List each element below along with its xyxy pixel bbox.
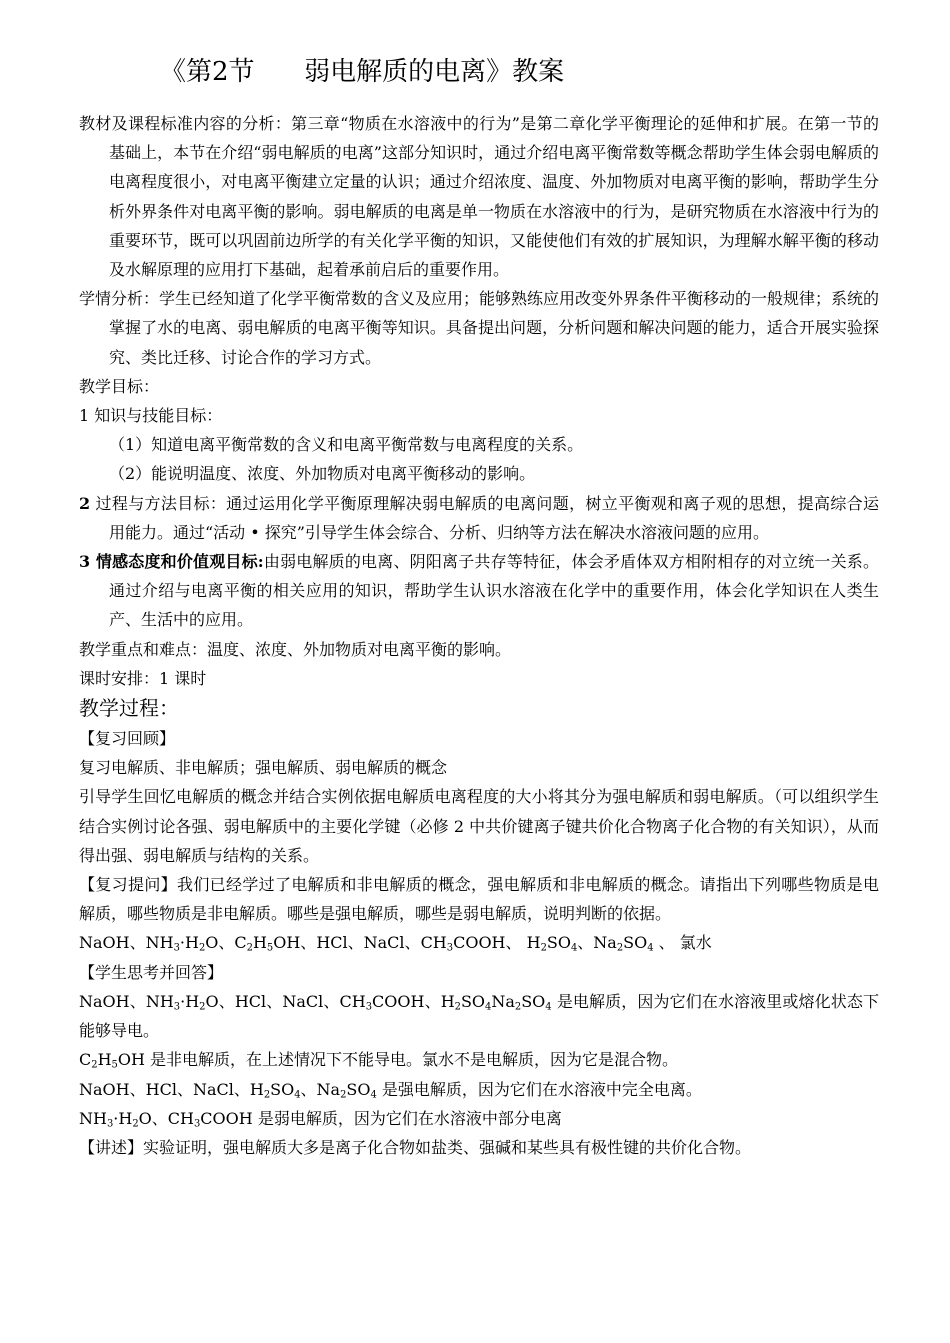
answer-text: 是非电解质，在上述情况下不能导电。氯水不是电解质，因为它是混合物。 [150, 1050, 679, 1070]
subscript: 5 [266, 942, 274, 954]
subscript: 4 [370, 1088, 377, 1100]
goal-3-text: 由弱电解质的电离、阴阳离子共存等特征，体会矛盾体双方相附相存的对立统一关系。通过介绍与电离平衡的相关应用的知识，帮助学生认识水溶液在化学中的重要作用，体会化学知识在人类生产、生活中的应用。 [109, 552, 879, 630]
subscript: 2 [514, 1001, 522, 1013]
subscript: 3 [173, 942, 180, 954]
answer-text: 是强电解质，因为它们在水溶液中完全电离。 [381, 1079, 702, 1099]
formula-hcl: HCl [145, 1079, 177, 1099]
lecture-paragraph [79, 1133, 879, 1162]
formula-na2so4 [491, 992, 551, 1011]
formula-h2so4 [441, 992, 492, 1011]
formula-part: SO [623, 933, 648, 953]
formula-hcl: HCl [316, 933, 348, 953]
answer-strong-electrolytes [79, 1075, 879, 1104]
key-points-line: 教学重点和难点：温度、浓度、外加物质对电离平衡的影响。 [79, 639, 512, 659]
subscript: 2 [246, 942, 253, 954]
formula-part: C [79, 1050, 92, 1070]
subscript: 3 [173, 1001, 181, 1013]
formula-h2so4 [250, 1080, 301, 1099]
goal-1-heading: 1 知识与技能目标： [79, 406, 223, 426]
separator: 、 [658, 933, 680, 953]
document-body [79, 109, 879, 1162]
chlorine-water: 氯水 [679, 933, 712, 953]
goal-3-paragraph [79, 547, 879, 635]
formula-naoh: NaOH [79, 933, 130, 953]
curriculum-analysis-paragraph: 教材及课程标准内容的分析：第三章“物质在水溶液中的行为”是第二章化学平衡理论的延伸和扩展。在第一节的基础上，本节在介绍“弱电解质的电离”这部分知识时，通过介绍电离平衡常数等概念帮助学生体会弱电解质的电离程度很小，对电离平衡建立定量的认识；通过介绍浓度、温度、外加物质对电离平衡的影响，帮助学生分析外界条件对电离平衡的影响。弱电解质的电离是单一物质在水溶液中的行为，是研究物质在水溶液中行为的重要环节，既可以巩固前边所学的有关化学平衡的知识，又能使他们有效的扩展知识，为理解水解平衡的移动及水解原理的应用打下基础，起着承前启后的重要作用。 [79, 114, 879, 280]
page-title: 《第2节 弱电解质的电离》教案 [160, 57, 565, 87]
separator: 、 [300, 933, 317, 953]
review-question-tag: 【复习提问】 [79, 875, 177, 895]
formula-part: COOH [453, 933, 506, 953]
separator: 、 [323, 991, 340, 1011]
subscript: 2 [540, 942, 547, 954]
formula-nacl: NaCl [363, 933, 405, 953]
formula-part: SO [270, 1079, 295, 1099]
goal-1-item-1: （1）知道电离平衡常数的含义和电离平衡常数与电离程度的关系。 [109, 435, 584, 455]
formula-part: O [205, 933, 219, 953]
review-question-text: 我们已经学过了电解质和非电解质的概念，强电解质和非电解质的概念。请指出下列哪些物质是电解质，哪些物质是非电解质。哪些是强电解质，哪些是弱电解质，说明判断的依据。 [79, 875, 879, 924]
separator: 、 [176, 1079, 193, 1099]
review-line: 复习电解质、非电解质；强电解质、弱电解质的概念 [79, 758, 448, 778]
formula-part: COOH [200, 1108, 253, 1128]
formula-part: H [185, 991, 200, 1011]
formula-ch3cooh [421, 933, 506, 952]
formula-part: OH [273, 933, 301, 953]
goal-3-label: 情感态度和价值观目标: [90, 552, 264, 572]
goal-2-number: 2 [79, 493, 91, 513]
separator: 、 [129, 1079, 146, 1099]
formula-part: H [184, 933, 199, 953]
separator: 、 [151, 1108, 168, 1128]
formula-part: Na [491, 991, 515, 1011]
subscript: 3 [446, 942, 454, 954]
separator: 、 [218, 933, 235, 953]
separator: 、 [347, 933, 364, 953]
formula-part: CH [339, 991, 366, 1011]
answer-electrolytes [79, 987, 879, 1045]
subscript: 2 [199, 1001, 206, 1013]
review-tag: 【复习回顾】 [79, 729, 176, 749]
formula-ch3cooh [168, 1109, 253, 1128]
formula-part: CH [420, 933, 447, 953]
formula-part: O [138, 1108, 152, 1128]
formula-part: C [234, 933, 247, 953]
formula-part: H [252, 933, 267, 953]
subscript: 4 [294, 1088, 301, 1100]
student-think-tag: 【学生思考并回答】 [79, 962, 224, 982]
formula-part: SO [546, 933, 571, 953]
subscript: 3 [106, 1118, 114, 1130]
formula-nh3-h2o [146, 992, 219, 1011]
formula-nh3-h2o [79, 1109, 152, 1128]
answer-text: 是电解质，因为它们在水溶液里或熔化状态下能够导电。 [79, 991, 879, 1041]
goal-2-text: 过程与方法目标：通过运用化学平衡原理解决弱电解质的电离问题，树立平衡观和离子观的思想，提高综合运用能力。通过“活动 • 探究”引导学生体会综合、分析、归纳等方法在解决水溶液问题的应用。 [90, 493, 879, 542]
separator: 、 [577, 933, 594, 953]
formula-part: Na [593, 933, 617, 953]
subscript: 2 [454, 1001, 461, 1013]
subscript: 5 [111, 1059, 118, 1071]
formula-ch3cooh [340, 992, 425, 1011]
formula-part: H [249, 1079, 264, 1099]
formula-part: · [180, 991, 186, 1011]
formula-h2so4 [527, 933, 578, 952]
formula-naoh: NaOH [79, 991, 130, 1011]
formula-part: · [179, 933, 185, 953]
teaching-process-heading: 教学过程： [79, 696, 179, 721]
review-question-paragraph [79, 870, 879, 928]
formula-na2so4 [593, 933, 653, 952]
subscript: 4 [647, 942, 654, 954]
teaching-goals-heading: 教学目标： [79, 376, 160, 396]
subscript: 2 [616, 942, 624, 954]
separator: 、 [129, 933, 146, 953]
subscript: 4 [570, 942, 578, 954]
subscript: 4 [485, 1001, 492, 1013]
subscript: 2 [263, 1088, 271, 1100]
subscript: 3 [193, 1118, 201, 1130]
goal-3-number: 3 [79, 552, 91, 572]
goal-2-paragraph [79, 489, 879, 547]
formula-naoh: NaOH [79, 1079, 130, 1099]
formula-part: H [440, 991, 455, 1011]
formula-na2so4 [317, 1080, 377, 1099]
separator: 、 [300, 1079, 317, 1099]
separator: 、 [218, 991, 235, 1011]
formula-part: NH [145, 933, 174, 953]
formula-hcl: HCl [234, 991, 267, 1011]
subscript: 2 [340, 1088, 347, 1100]
substance-list [79, 928, 879, 957]
formula-part: SO [346, 1079, 371, 1099]
lecture-text: 实验证明，强电解质大多是离子化合物如盐类、强碱和某些具有极性键的共价化合物。 [143, 1137, 752, 1157]
separator: 、 [424, 991, 441, 1011]
schedule-line: 课时安排：1 课时 [79, 668, 207, 688]
separator: 、 [505, 933, 527, 953]
review-paragraph: 引导学生回忆电解质的概念并结合实例依据电解质电离程度的大小将其分为强电解质和弱电解质。（可以组织学生结合实例讨论各强、弱电解质中的主要化学键（必修 2 中共价键离子键共价化合物离子化合物的有关知识），从而得出强、弱电解质与结构的关系。 [79, 787, 879, 865]
answer-text: 是弱电解质，因为它们在水溶液中部分电离 [257, 1108, 562, 1128]
formula-part: O [205, 991, 219, 1011]
formula-part: OH [117, 1050, 145, 1070]
subscript: 2 [91, 1059, 98, 1071]
formula-part: SO [460, 991, 486, 1011]
lecture-tag: 【讲述】 [79, 1137, 144, 1157]
answer-non-electrolyte [79, 1045, 879, 1074]
formula-c2h5oh [234, 933, 300, 952]
goal-1-item-2: （2）能说明温度、浓度、外加物质对电离平衡移动的影响。 [109, 464, 536, 484]
subscript: 2 [132, 1118, 139, 1130]
formula-nh3-h2o [146, 933, 219, 952]
separator: 、 [266, 991, 283, 1011]
separator: 、 [233, 1079, 250, 1099]
formula-c2h5oh [79, 1050, 145, 1069]
separator: 、 [129, 991, 146, 1011]
subscript: 4 [545, 1001, 552, 1013]
formula-part: COOH [372, 991, 425, 1011]
formula-part: H [118, 1108, 133, 1128]
formula-part: NH [145, 991, 174, 1011]
student-analysis-paragraph: 学情分析：学生已经知道了化学平衡常数的含义及应用；能够熟练应用改变外界条件平衡移动的一般规律；系统的掌握了水的电离、弱电解质的电离平衡等知识。具备提出问题，分析问题和解决问题的能力，适合开展实验探究、类比迁移、讨论合作的学习方式。 [79, 289, 880, 367]
formula-part: CH [167, 1108, 194, 1128]
formula-nacl: NaCl [282, 991, 324, 1011]
formula-part: Na [316, 1079, 341, 1099]
formula-part: SO [521, 991, 546, 1011]
subscript: 3 [365, 1001, 373, 1013]
answer-weak-electrolytes [79, 1104, 879, 1133]
formula-nacl: NaCl [192, 1079, 234, 1099]
formula-part: H [97, 1050, 112, 1070]
formula-part: NH [79, 1108, 107, 1128]
subscript: 2 [198, 942, 206, 954]
separator: 、 [404, 933, 421, 953]
formula-part: · [113, 1108, 119, 1128]
formula-part: H [526, 933, 541, 953]
